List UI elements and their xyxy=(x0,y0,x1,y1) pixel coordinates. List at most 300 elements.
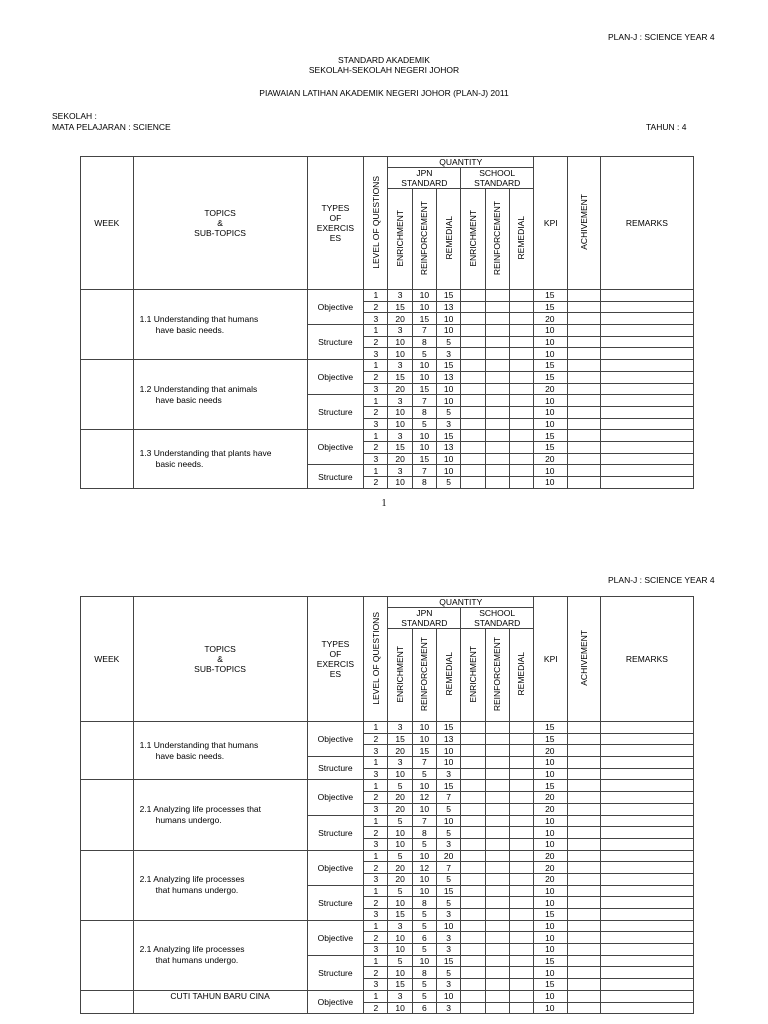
kpi-cell: 10 xyxy=(534,757,568,769)
remarks-cell xyxy=(600,897,693,909)
school-remedial-cell xyxy=(509,885,533,897)
kpi-cell: 20 xyxy=(534,313,568,325)
kpi-cell: 10 xyxy=(534,465,568,477)
achivement-cell xyxy=(568,990,600,1002)
school-enrichment-cell xyxy=(461,932,485,944)
school-enrichment-cell xyxy=(461,838,485,850)
jpn-remedial-cell: 15 xyxy=(437,885,461,897)
table-row xyxy=(81,290,694,302)
table-row xyxy=(81,780,694,792)
level-cell: 2 xyxy=(364,967,388,979)
quantity-header: QUANTITY xyxy=(388,597,534,608)
achivement-cell xyxy=(568,733,600,745)
jpn-reinforcement-cell: 15 xyxy=(412,745,436,757)
remarks-cell xyxy=(600,885,693,897)
kpi-cell: 10 xyxy=(534,990,568,1002)
school-remedial-cell xyxy=(509,1002,533,1014)
school-enrichment-cell xyxy=(461,955,485,967)
school-reinforcement-cell xyxy=(485,745,509,757)
level-cell: 1 xyxy=(364,885,388,897)
achivement-cell xyxy=(568,325,600,337)
week-cell xyxy=(81,990,134,1013)
kpi-cell: 10 xyxy=(534,406,568,418)
jpn-reinforcement-cell: 10 xyxy=(412,873,436,885)
achivement-cell xyxy=(568,348,600,360)
jpn-enrichment-cell: 5 xyxy=(388,815,412,827)
remarks-cell xyxy=(600,780,693,792)
jpn-reinforcement-cell: 6 xyxy=(412,932,436,944)
jpn-remedial-cell: 7 xyxy=(437,862,461,874)
school-remedial-cell xyxy=(509,745,533,757)
jpn-standard-header: JPN STANDARD xyxy=(388,168,461,189)
remarks-header: REMARKS xyxy=(600,157,693,290)
jpn-remedial-cell: 3 xyxy=(437,932,461,944)
school-remedial-cell xyxy=(509,803,533,815)
topic-cell: 1.1 Understanding that humans have basic needs. xyxy=(133,722,307,780)
school-enrichment-cell xyxy=(461,418,485,430)
topic-cell: 1.3 Understanding that plants have basic needs. xyxy=(133,430,307,488)
school-reinforcement-cell xyxy=(485,325,509,337)
jpn-standard-header: JPN STANDARD xyxy=(388,608,461,629)
school-remedial-cell xyxy=(509,383,533,395)
exercise-type-cell: Structure xyxy=(307,325,364,360)
level-cell: 2 xyxy=(364,897,388,909)
achivement-cell xyxy=(568,290,600,302)
title-standard-akademik: STANDARD AKADEMIK xyxy=(338,55,430,65)
school-enrichment-cell xyxy=(461,885,485,897)
school-reinforcement-cell xyxy=(485,336,509,348)
remarks-cell xyxy=(600,325,693,337)
table-row xyxy=(81,360,694,372)
kpi-cell: 15 xyxy=(534,979,568,991)
school-enrichment-cell xyxy=(461,745,485,757)
week-header: WEEK xyxy=(81,157,134,290)
kpi-cell: 20 xyxy=(534,873,568,885)
school-remedial-cell xyxy=(509,348,533,360)
achivement-cell xyxy=(568,979,600,991)
jpn-remedial-cell: 3 xyxy=(437,768,461,780)
kpi-cell: 15 xyxy=(534,371,568,383)
school-remedial-cell xyxy=(509,932,533,944)
achivement-cell xyxy=(568,850,600,862)
kpi-cell: 15 xyxy=(534,430,568,442)
remarks-cell xyxy=(600,850,693,862)
exercise-type-cell: Structure xyxy=(307,815,364,850)
remarks-cell xyxy=(600,967,693,979)
jpn-reinforcement-cell: 5 xyxy=(412,920,436,932)
jpn-remedial-cell: 3 xyxy=(437,838,461,850)
kpi-cell: 15 xyxy=(534,290,568,302)
school-enrichment-cell xyxy=(461,909,485,921)
jpn-remedial-cell: 5 xyxy=(437,967,461,979)
exercise-type-cell: Objective xyxy=(307,290,364,325)
school-enrichment-cell xyxy=(461,441,485,453)
school-reinforcement-cell xyxy=(485,348,509,360)
achivement-cell xyxy=(568,453,600,465)
kpi-cell: 10 xyxy=(534,768,568,780)
school-remedial-cell xyxy=(509,477,533,489)
jpn-remedial-cell: 13 xyxy=(437,301,461,313)
school-enrichment-cell xyxy=(461,944,485,956)
school-remedial-cell xyxy=(509,897,533,909)
jpn-enrichment-cell: 5 xyxy=(388,885,412,897)
remarks-cell xyxy=(600,944,693,956)
school-reinforcement-cell xyxy=(485,1002,509,1014)
school-enrichment-cell xyxy=(461,827,485,839)
kpi-cell: 20 xyxy=(534,383,568,395)
kpi-cell: 15 xyxy=(534,722,568,734)
school-reinforcement-cell xyxy=(485,360,509,372)
kpi-cell: 20 xyxy=(534,745,568,757)
level-cell: 2 xyxy=(364,932,388,944)
level-cell: 3 xyxy=(364,944,388,956)
school-reinforcement-cell xyxy=(485,792,509,804)
achivement-cell xyxy=(568,745,600,757)
topics-header: TOPICS & SUB-TOPICS xyxy=(133,157,307,290)
school-reinforcement-cell xyxy=(485,430,509,442)
school-remedial-cell xyxy=(509,465,533,477)
school-remedial-cell xyxy=(509,722,533,734)
jpn-enrichment-cell: 5 xyxy=(388,850,412,862)
school-enrichment-cell xyxy=(461,383,485,395)
kpi-cell: 20 xyxy=(534,803,568,815)
remarks-cell xyxy=(600,290,693,302)
jpn-remedial-cell: 3 xyxy=(437,944,461,956)
jpn-enrichment-cell: 10 xyxy=(388,827,412,839)
week-header: WEEK xyxy=(81,597,134,722)
achivement-cell xyxy=(568,838,600,850)
school-reinforcement-cell xyxy=(485,395,509,407)
kpi-cell: 10 xyxy=(534,395,568,407)
school-enrichment-cell xyxy=(461,920,485,932)
jpn-reinforcement-cell: 7 xyxy=(412,815,436,827)
jpn-remedial-cell: 15 xyxy=(437,722,461,734)
jpn-reinforcement-cell: 5 xyxy=(412,418,436,430)
school-reinforcement-cell xyxy=(485,920,509,932)
level-cell: 3 xyxy=(364,768,388,780)
school-enrichment-cell xyxy=(461,873,485,885)
school-remedial-cell xyxy=(509,325,533,337)
level-cell: 3 xyxy=(364,383,388,395)
school-enrichment-cell xyxy=(461,803,485,815)
school-reinforcement-cell xyxy=(485,465,509,477)
remarks-cell xyxy=(600,301,693,313)
exercise-type-cell: Objective xyxy=(307,990,364,1013)
school-remedial-cell xyxy=(509,955,533,967)
jpn-reinforcement-cell: 10 xyxy=(412,290,436,302)
exercise-type-cell: Structure xyxy=(307,757,364,780)
achivement-cell xyxy=(568,465,600,477)
jpn-remedial-cell: 15 xyxy=(437,955,461,967)
school-reinforcement-cell xyxy=(485,932,509,944)
kpi-cell: 10 xyxy=(534,967,568,979)
jpn-remedial-cell: 10 xyxy=(437,453,461,465)
jpn-remedial-cell: 10 xyxy=(437,920,461,932)
school-reinforcement-cell xyxy=(485,803,509,815)
school-reinforcement-cell xyxy=(485,290,509,302)
title-sekolah: SEKOLAH-SEKOLAH NEGERI JOHOR xyxy=(308,65,460,75)
achivement-cell xyxy=(568,920,600,932)
level-cell: 2 xyxy=(364,477,388,489)
school-enrichment-cell xyxy=(461,477,485,489)
school-reinforcement-cell xyxy=(485,757,509,769)
jpn-reinforcement-cell: 7 xyxy=(412,757,436,769)
jpn-enrichment-cell: 3 xyxy=(388,395,412,407)
remarks-cell xyxy=(600,722,693,734)
school-reinforcement-cell xyxy=(485,815,509,827)
sub-header-remedial: REMEDIAL xyxy=(437,629,461,722)
jpn-reinforcement-cell: 10 xyxy=(412,371,436,383)
school-reinforcement-cell xyxy=(485,838,509,850)
level-cell: 3 xyxy=(364,873,388,885)
kpi-cell: 20 xyxy=(534,862,568,874)
remarks-header: REMARKS xyxy=(600,597,693,722)
school-reinforcement-cell xyxy=(485,406,509,418)
achivement-cell xyxy=(568,862,600,874)
level-cell: 2 xyxy=(364,301,388,313)
school-remedial-cell xyxy=(509,815,533,827)
level-cell: 2 xyxy=(364,733,388,745)
remarks-cell xyxy=(600,465,693,477)
remarks-cell xyxy=(600,453,693,465)
jpn-remedial-cell: 13 xyxy=(437,441,461,453)
jpn-enrichment-cell: 20 xyxy=(388,313,412,325)
kpi-cell: 10 xyxy=(534,920,568,932)
school-remedial-cell xyxy=(509,944,533,956)
school-reinforcement-cell xyxy=(485,979,509,991)
level-cell: 3 xyxy=(364,803,388,815)
jpn-enrichment-cell: 10 xyxy=(388,1002,412,1014)
remarks-cell xyxy=(600,955,693,967)
tahun-label: TAHUN : 4 xyxy=(646,122,687,132)
remarks-cell xyxy=(600,418,693,430)
level-cell: 1 xyxy=(364,757,388,769)
kpi-cell: 10 xyxy=(534,418,568,430)
jpn-reinforcement-cell: 5 xyxy=(412,838,436,850)
school-remedial-cell xyxy=(509,909,533,921)
remarks-cell xyxy=(600,757,693,769)
topic-cell: 1.2 Understanding that animals have basic needs xyxy=(133,360,307,430)
jpn-remedial-cell: 3 xyxy=(437,348,461,360)
school-reinforcement-cell xyxy=(485,301,509,313)
remarks-cell xyxy=(600,909,693,921)
kpi-cell: 10 xyxy=(534,932,568,944)
jpn-enrichment-cell: 15 xyxy=(388,441,412,453)
remarks-cell xyxy=(600,803,693,815)
week-cell xyxy=(81,850,134,920)
school-remedial-cell xyxy=(509,360,533,372)
school-remedial-cell xyxy=(509,453,533,465)
kpi-cell: 10 xyxy=(534,838,568,850)
school-enrichment-cell xyxy=(461,768,485,780)
jpn-remedial-cell: 5 xyxy=(437,336,461,348)
school-enrichment-cell xyxy=(461,1002,485,1014)
jpn-enrichment-cell: 3 xyxy=(388,757,412,769)
school-remedial-cell xyxy=(509,441,533,453)
jpn-reinforcement-cell: 8 xyxy=(412,967,436,979)
week-cell xyxy=(81,360,134,430)
achivement-cell xyxy=(568,383,600,395)
kpi-cell: 15 xyxy=(534,360,568,372)
jpn-enrichment-cell: 3 xyxy=(388,430,412,442)
jpn-remedial-cell: 5 xyxy=(437,873,461,885)
kpi-cell: 10 xyxy=(534,944,568,956)
school-enrichment-cell xyxy=(461,967,485,979)
sub-header-enrichment: ENRICHMENT xyxy=(388,189,412,290)
jpn-remedial-cell: 5 xyxy=(437,897,461,909)
jpn-reinforcement-cell: 10 xyxy=(412,780,436,792)
remarks-cell xyxy=(600,1002,693,1014)
remarks-cell xyxy=(600,430,693,442)
achivement-cell xyxy=(568,909,600,921)
kpi-cell: 20 xyxy=(534,792,568,804)
topic-cell: 2.1 Analyzing life processes that humans undergo. xyxy=(133,850,307,920)
sub-header-remedial: REMEDIAL xyxy=(509,629,533,722)
achivement-cell xyxy=(568,944,600,956)
jpn-remedial-cell: 10 xyxy=(437,757,461,769)
school-remedial-cell xyxy=(509,301,533,313)
remarks-cell xyxy=(600,815,693,827)
level-cell: 3 xyxy=(364,418,388,430)
jpn-enrichment-cell: 5 xyxy=(388,955,412,967)
topic-cell: CUTI TAHUN BARU CINA xyxy=(133,990,307,1013)
exercise-type-cell: Objective xyxy=(307,780,364,815)
jpn-reinforcement-cell: 10 xyxy=(412,803,436,815)
remarks-cell xyxy=(600,862,693,874)
week-cell xyxy=(81,722,134,780)
jpn-enrichment-cell: 15 xyxy=(388,733,412,745)
jpn-reinforcement-cell: 7 xyxy=(412,395,436,407)
level-cell: 3 xyxy=(364,909,388,921)
achivement-cell xyxy=(568,803,600,815)
jpn-remedial-cell: 10 xyxy=(437,745,461,757)
table-row xyxy=(81,430,694,442)
level-cell: 1 xyxy=(364,360,388,372)
school-enrichment-cell xyxy=(461,792,485,804)
jpn-remedial-cell: 15 xyxy=(437,360,461,372)
remarks-cell xyxy=(600,477,693,489)
achivement-cell xyxy=(568,897,600,909)
school-enrichment-cell xyxy=(461,465,485,477)
achivement-cell xyxy=(568,371,600,383)
jpn-remedial-cell: 13 xyxy=(437,733,461,745)
kpi-cell: 10 xyxy=(534,827,568,839)
jpn-enrichment-cell: 10 xyxy=(388,768,412,780)
school-enrichment-cell xyxy=(461,979,485,991)
sub-header-enrichment: ENRICHMENT xyxy=(388,629,412,722)
jpn-reinforcement-cell: 10 xyxy=(412,301,436,313)
sub-header-reinforcement: REINFORCEMENT xyxy=(412,189,436,290)
jpn-reinforcement-cell: 15 xyxy=(412,453,436,465)
school-remedial-cell xyxy=(509,967,533,979)
sub-header-enrichment: ENRICHMENT xyxy=(461,629,485,722)
remarks-cell xyxy=(600,792,693,804)
jpn-reinforcement-cell: 10 xyxy=(412,430,436,442)
jpn-remedial-cell: 10 xyxy=(437,313,461,325)
school-reinforcement-cell xyxy=(485,990,509,1002)
level-cell: 3 xyxy=(364,313,388,325)
school-enrichment-cell xyxy=(461,325,485,337)
sub-header-remedial: REMEDIAL xyxy=(437,189,461,290)
school-remedial-cell xyxy=(509,313,533,325)
achivement-cell xyxy=(568,1002,600,1014)
jpn-reinforcement-cell: 7 xyxy=(412,325,436,337)
school-reinforcement-cell xyxy=(485,418,509,430)
school-remedial-cell xyxy=(509,979,533,991)
jpn-reinforcement-cell: 10 xyxy=(412,850,436,862)
jpn-enrichment-cell: 15 xyxy=(388,909,412,921)
kpi-cell: 10 xyxy=(534,1002,568,1014)
remarks-cell xyxy=(600,873,693,885)
jpn-reinforcement-cell: 7 xyxy=(412,465,436,477)
school-enrichment-cell xyxy=(461,733,485,745)
school-standard-header: SCHOOL STANDARD xyxy=(461,168,534,189)
school-enrichment-cell xyxy=(461,301,485,313)
topic-cell: 1.1 Understanding that humans have basic needs. xyxy=(133,290,307,360)
jpn-reinforcement-cell: 8 xyxy=(412,336,436,348)
week-cell xyxy=(81,920,134,990)
school-reinforcement-cell xyxy=(485,827,509,839)
level-cell: 3 xyxy=(364,453,388,465)
jpn-enrichment-cell: 20 xyxy=(388,803,412,815)
level-cell: 2 xyxy=(364,336,388,348)
remarks-cell xyxy=(600,371,693,383)
quantity-header: QUANTITY xyxy=(388,157,534,168)
level-cell: 2 xyxy=(364,371,388,383)
achivement-cell xyxy=(568,780,600,792)
jpn-reinforcement-cell: 5 xyxy=(412,979,436,991)
title-piawaian: PIAWAIAN LATIHAN AKADEMIK NEGERI JOHOR (PLAN-J) 2011 xyxy=(259,88,509,98)
exercise-type-cell: Objective xyxy=(307,920,364,955)
school-enrichment-cell xyxy=(461,990,485,1002)
achivement-cell xyxy=(568,336,600,348)
sub-header-enrichment: ENRICHMENT xyxy=(461,189,485,290)
table-row xyxy=(81,850,694,862)
jpn-remedial-cell: 10 xyxy=(437,383,461,395)
school-reinforcement-cell xyxy=(485,955,509,967)
jpn-reinforcement-cell: 10 xyxy=(412,955,436,967)
jpn-enrichment-cell: 3 xyxy=(388,722,412,734)
school-enrichment-cell xyxy=(461,360,485,372)
school-reinforcement-cell xyxy=(485,383,509,395)
jpn-enrichment-cell: 5 xyxy=(388,780,412,792)
level-cell: 1 xyxy=(364,430,388,442)
level-header: LEVEL OF QUESTIONS xyxy=(364,157,388,290)
school-enrichment-cell xyxy=(461,336,485,348)
jpn-enrichment-cell: 20 xyxy=(388,873,412,885)
school-enrichment-cell xyxy=(461,395,485,407)
school-reinforcement-cell xyxy=(485,862,509,874)
jpn-reinforcement-cell: 8 xyxy=(412,477,436,489)
school-reinforcement-cell xyxy=(485,850,509,862)
achivement-cell xyxy=(568,757,600,769)
remarks-cell xyxy=(600,733,693,745)
exercise-type-cell: Objective xyxy=(307,850,364,885)
jpn-reinforcement-cell: 5 xyxy=(412,944,436,956)
jpn-enrichment-cell: 10 xyxy=(388,336,412,348)
jpn-enrichment-cell: 20 xyxy=(388,862,412,874)
school-enrichment-cell xyxy=(461,371,485,383)
remarks-cell xyxy=(600,360,693,372)
achivement-cell xyxy=(568,827,600,839)
jpn-enrichment-cell: 10 xyxy=(388,932,412,944)
jpn-reinforcement-cell: 6 xyxy=(412,1002,436,1014)
remarks-cell xyxy=(600,395,693,407)
week-cell xyxy=(81,780,134,850)
exercise-type-cell: Objective xyxy=(307,722,364,757)
achivement-cell xyxy=(568,360,600,372)
jpn-enrichment-cell: 20 xyxy=(388,745,412,757)
